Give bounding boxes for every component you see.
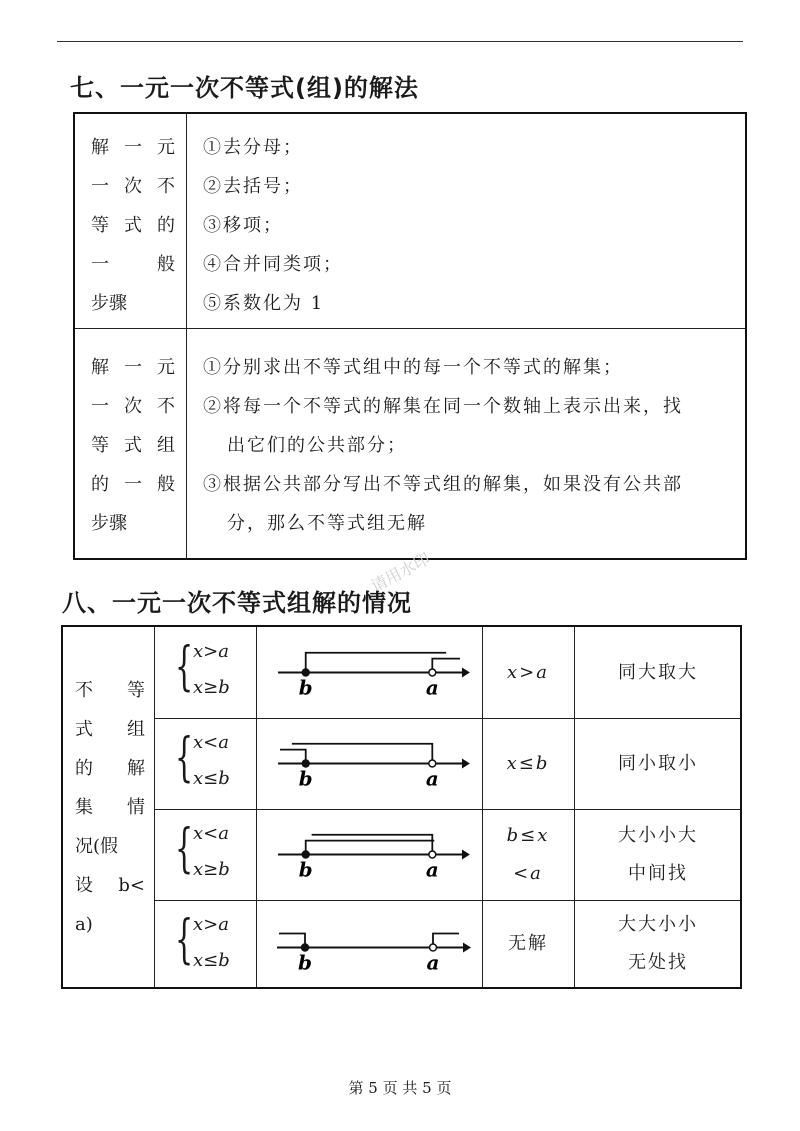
step-line: ①去分母； — [203, 137, 303, 158]
row2-label — [91, 348, 175, 543]
number-line-diagram — [257, 718, 483, 808]
column-divider — [574, 627, 575, 987]
condition-line — [75, 749, 145, 788]
inequality-2: x≤b — [193, 768, 230, 789]
label-char: 一 — [91, 176, 109, 197]
label-line — [91, 245, 175, 284]
label-char: 组 — [157, 435, 175, 456]
solution-ray-a — [432, 659, 460, 673]
axis-arrow-icon — [462, 759, 470, 769]
label-a: a — [425, 857, 439, 882]
label-char: 的 — [91, 474, 109, 495]
table7-row-system — [75, 328, 745, 558]
label-char: 解 — [91, 137, 109, 158]
label-char: 般 — [157, 254, 175, 275]
label-char: 式 — [124, 435, 142, 456]
solution-line: x>a — [507, 661, 549, 683]
top-rule — [57, 41, 743, 42]
condition-part: 组 — [127, 719, 145, 740]
condition-part: 等 — [127, 680, 145, 701]
step-line: ②去括号； — [203, 176, 303, 197]
row1-label — [91, 128, 175, 323]
section7-title: 七、一元一次不等式(组)的解法 — [70, 74, 419, 102]
label-char: 解 — [91, 357, 109, 378]
rule-line: 中间找 — [628, 862, 688, 884]
section8-title: 八、一元一次不等式组解的情况 — [62, 589, 412, 617]
label-line — [91, 426, 175, 465]
label-char: 次 — [124, 176, 142, 197]
condition-part: 设 — [75, 875, 93, 896]
condition-line — [75, 671, 145, 710]
step-line: 分，那么不等式组无解 — [227, 513, 427, 534]
label-line — [91, 206, 175, 245]
label-char: 般 — [157, 474, 175, 495]
rule-text — [618, 654, 698, 692]
rule-line: 无处找 — [628, 951, 688, 973]
label-line — [91, 504, 175, 543]
solution-line: 无解 — [508, 932, 548, 954]
inequality-system — [155, 718, 255, 809]
solution-set — [484, 809, 572, 900]
step-line: ③移项； — [203, 215, 283, 236]
rule-text — [618, 906, 698, 982]
inequality-system — [155, 627, 255, 718]
label-char: 步 — [91, 293, 109, 314]
solution-line: x≤b — [506, 752, 550, 774]
solution-text — [507, 817, 550, 893]
solution-ray-a — [292, 744, 432, 764]
row2-steps — [203, 348, 683, 543]
mnemonic-rule — [576, 809, 740, 900]
label-b: b — [298, 857, 313, 882]
solution-text — [507, 654, 549, 692]
rule-line: 同大取大 — [618, 661, 698, 683]
solving-steps-table — [73, 112, 747, 560]
solution-ray-a — [433, 934, 459, 948]
condition-part: b< — [118, 875, 145, 896]
label-line — [91, 387, 175, 426]
label-a: a — [425, 675, 439, 700]
solution-text — [508, 925, 548, 963]
inequality-system — [155, 900, 255, 987]
condition-part: 的 — [75, 758, 93, 779]
label-char: 等 — [91, 215, 109, 236]
solution-line: <a — [513, 862, 543, 884]
label-char: 的 — [157, 215, 175, 236]
inequality-1: x<a — [193, 823, 229, 844]
solution-ray-a — [312, 835, 433, 855]
step-line: ⑤系数化为 1 — [203, 293, 325, 314]
label-char: 一 — [91, 396, 109, 417]
solution-ray-b — [306, 841, 435, 855]
inequality-1: x>a — [193, 914, 229, 935]
number-line-diagram — [257, 627, 483, 717]
inequality-cases-table — [61, 625, 742, 989]
step-line: ③根据公共部分写出不等式组的解集，如果没有公共部 — [203, 474, 683, 495]
axis-arrow-icon — [462, 850, 470, 860]
label-char: 式 — [124, 215, 142, 236]
solution-set — [484, 718, 572, 809]
condition-part: 解 — [127, 758, 145, 779]
number-line-diagram — [257, 900, 483, 990]
label-line — [91, 284, 175, 323]
brace-icon: { — [175, 910, 194, 970]
label-char: 骤 — [109, 513, 127, 534]
condition-line — [75, 788, 145, 827]
inequality-system — [155, 809, 255, 900]
mnemonic-rule — [576, 900, 740, 987]
label-char: 骤 — [109, 293, 127, 314]
step-line: ②将每一个不等式的解集在同一个数轴上表示出来，找 — [203, 396, 683, 417]
condition-line: a) — [75, 914, 93, 935]
solution-set — [484, 627, 572, 718]
label-char: 一 — [91, 254, 109, 275]
condition-part: 情 — [127, 797, 145, 818]
condition-part: 集 — [75, 797, 93, 818]
inequality-2: x≥b — [193, 677, 230, 698]
label-a: a — [425, 766, 439, 791]
inequality-1: x>a — [193, 641, 229, 662]
mnemonic-rule — [576, 627, 740, 718]
label-char: 步 — [91, 513, 109, 534]
label-b: b — [298, 675, 313, 700]
rule-line: 大大小小 — [618, 913, 698, 935]
step-line: 出它们的公共部分； — [227, 435, 407, 456]
rule-text — [618, 745, 698, 783]
label-char: 不 — [157, 396, 175, 417]
label-a: a — [426, 950, 440, 975]
label-char: 一 — [124, 137, 142, 158]
label-char: 次 — [124, 396, 142, 417]
brace-icon: { — [175, 728, 194, 788]
label-line — [91, 128, 175, 167]
step-line: ④合并同类项； — [203, 254, 343, 275]
condition-line: 况(假 — [75, 836, 119, 857]
label-line — [91, 348, 175, 387]
condition-line — [75, 710, 145, 749]
table7-divider — [186, 114, 187, 558]
rule-line: 大小小大 — [618, 824, 698, 846]
condition-part: 不 — [75, 680, 93, 701]
table7-row-single — [75, 114, 745, 329]
label-char: 不 — [157, 176, 175, 197]
solution-ray-b — [280, 750, 306, 764]
solution-ray-b — [279, 934, 305, 948]
label-b: b — [298, 766, 313, 791]
rule-text — [618, 817, 698, 893]
solution-set — [484, 900, 572, 987]
inequality-2: x≤b — [193, 950, 230, 971]
label-char: 一 — [124, 357, 142, 378]
inequality-2: x≥b — [193, 859, 230, 880]
watermark: 请用水印 — [367, 548, 434, 596]
label-line — [91, 167, 175, 206]
label-line — [91, 465, 175, 504]
rule-line: 同小取小 — [618, 752, 698, 774]
solution-ray-b — [306, 653, 446, 673]
condition-label — [75, 671, 145, 944]
condition-line — [75, 866, 145, 905]
axis-arrow-icon — [463, 943, 471, 953]
mnemonic-rule — [576, 718, 740, 809]
brace-icon: { — [175, 637, 194, 697]
brace-icon: { — [175, 819, 194, 879]
label-char: 元 — [157, 357, 175, 378]
condition-part: 式 — [75, 719, 93, 740]
label-b: b — [298, 950, 312, 975]
solution-text — [507, 745, 550, 783]
row1-steps — [203, 128, 343, 323]
axis-arrow-icon — [462, 668, 470, 678]
page-footer: 第 5 页 共 5 页 — [348, 1079, 452, 1097]
label-char: 一 — [124, 474, 142, 495]
label-char: 元 — [157, 137, 175, 158]
number-line-diagram — [257, 809, 483, 899]
step-line: ①分别求出不等式组中的每一个不等式的解集； — [203, 357, 623, 378]
inequality-1: x<a — [193, 732, 229, 753]
label-char: 等 — [91, 435, 109, 456]
solution-line: b≤x — [506, 824, 550, 846]
